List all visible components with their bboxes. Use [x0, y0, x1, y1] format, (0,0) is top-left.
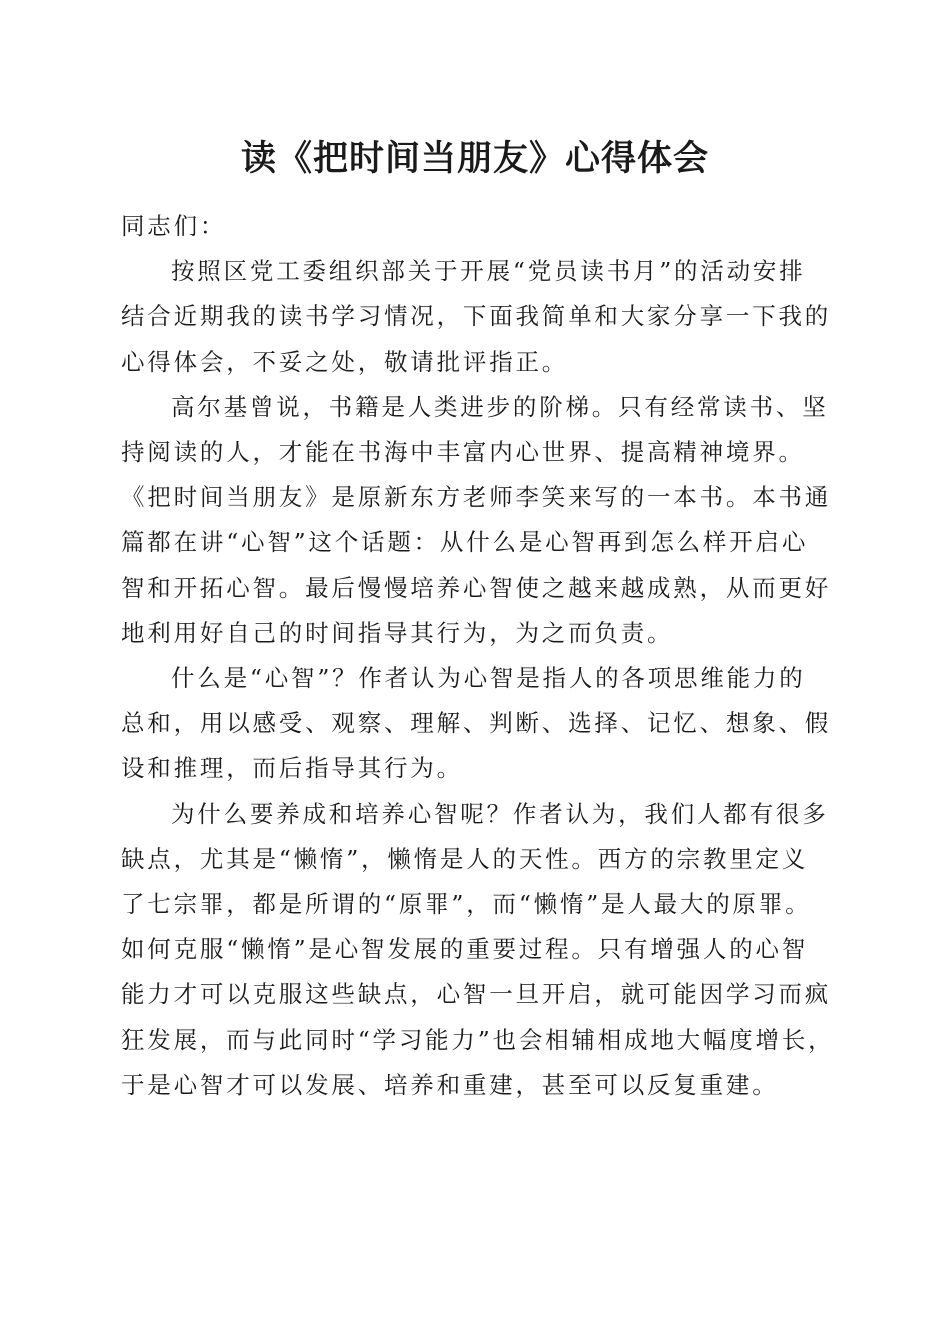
- text-line: 高尔基曾说，书籍是人类进步的阶梯。只有经常读书、坚: [171, 392, 829, 421]
- text-line: 缺点，尤其是“懒惰”，懒惰是人的天性。西方的宗教里定义: [121, 844, 809, 873]
- salutation: 同志们：: [121, 212, 227, 240]
- text-line: 总和，用以感受、观察、理解、判断、选择、记忆、想象、假: [121, 709, 832, 738]
- text-line: 了七宗罪，都是所谓的“原罪”，而“懒惰”是人最大的原罪。: [121, 890, 812, 919]
- document-body: [121, 204, 841, 1108]
- paragraph-4: [121, 792, 841, 1108]
- text-line: 心得体会，不妥之处，敬请批评指正。: [121, 347, 569, 376]
- text-line: 狂发展，而与此同时“学习能力”也会相辅相成地大幅度增长，: [121, 1025, 835, 1054]
- text-line: 设和推理，而后指导其行为。: [121, 754, 463, 783]
- text-line: 篇都在讲“心智”这个话题：从什么是心智再到怎么样开启心: [121, 528, 809, 557]
- document-title: 读《把时间当朋友》心得体会: [240, 138, 709, 179]
- text-line: 如何克服“懒惰”是心智发展的重要过程。只有增强人的心智: [121, 935, 809, 964]
- paragraph-2: [121, 385, 841, 656]
- paragraph-1: [121, 249, 841, 385]
- text-line: 能力才可以克服这些缺点，心智一旦开启，就可能因学习而疯: [121, 980, 832, 1009]
- text-line: 持阅读的人，才能在书海中丰富内心世界、提高精神境界。: [121, 438, 805, 467]
- text-line: 按照区党工委组织部关于开展“党员读书月”的活动安排: [171, 257, 806, 286]
- text-line: 什么是“心智”？作者认为心智是指人的各项思维能力的: [171, 664, 806, 693]
- text-line: 为什么要养成和培养心智呢？作者认为，我们人都有很多: [171, 799, 829, 828]
- text-line: 智和开拓心智。最后慢慢培养心智使之越来越成熟，从而更好: [121, 573, 832, 602]
- text-line: 结合近期我的读书学习情况，下面我简单和大家分享一下我的: [121, 302, 832, 331]
- text-line: 地利用好自己的时间指导其行为，为之而负责。: [121, 618, 674, 647]
- text-line: 于是心智才可以发展、培养和重建，甚至可以反复重建。: [121, 1070, 779, 1099]
- text-line: 《把时间当朋友》是原新东方老师李笑来写的一本书。本书通: [121, 483, 832, 512]
- paragraph-3: [121, 656, 841, 792]
